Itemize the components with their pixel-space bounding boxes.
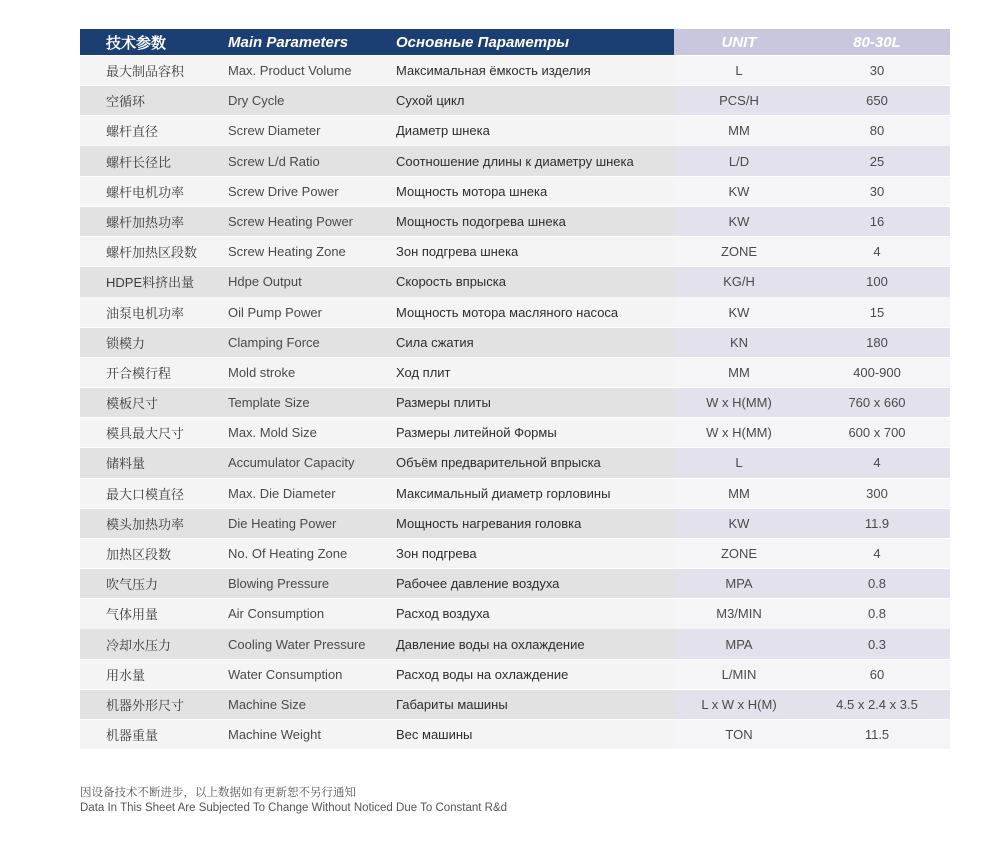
param-ru: Максимальная ёмкость изделия — [396, 56, 674, 85]
param-ru: Габариты машины — [396, 690, 674, 719]
param-cn: 最大制品容积 — [80, 56, 228, 85]
table-row — [80, 660, 950, 689]
param-value: 300 — [804, 479, 950, 508]
param-en: Max. Product Volume — [228, 56, 396, 85]
param-cn: 螺杆长径比 — [80, 146, 228, 175]
param-en: Dry Cycle — [228, 86, 396, 115]
param-value: 0.8 — [804, 569, 950, 598]
param-ru: Мощность мотора масляного насоса — [396, 297, 674, 326]
param-value: 15 — [804, 297, 950, 326]
param-en: Water Consumption — [228, 660, 396, 689]
header-unit: UNIT — [721, 33, 757, 51]
table-row — [80, 297, 950, 326]
param-unit: L — [674, 448, 804, 477]
table-row — [80, 569, 950, 598]
footer-note — [80, 786, 507, 816]
table-row — [80, 328, 950, 357]
param-value: 600 x 700 — [804, 418, 950, 447]
param-ru: Зон подгрева — [396, 539, 674, 568]
param-cn: 气体用量 — [80, 599, 228, 628]
param-unit: MM — [674, 479, 804, 508]
param-cn: 机器重量 — [80, 720, 228, 749]
param-unit: L — [674, 56, 804, 85]
param-cn: 吹气压力 — [80, 569, 228, 598]
param-cn: 储料量 — [80, 448, 228, 477]
param-en: Template Size — [228, 388, 396, 417]
param-en: Max. Die Diameter — [228, 479, 396, 508]
param-en: Oil Pump Power — [228, 297, 396, 326]
param-en: Cooling Water Pressure — [228, 629, 396, 658]
parameters-table — [80, 29, 950, 749]
param-cn: 螺杆直径 — [80, 116, 228, 145]
param-en: Max. Mold Size — [228, 418, 396, 447]
param-en: Machine Size — [228, 690, 396, 719]
param-unit: TON — [674, 720, 804, 749]
param-cn: 螺杆加热功率 — [80, 207, 228, 236]
param-unit: ZONE — [674, 237, 804, 266]
param-value: 4 — [804, 539, 950, 568]
param-unit: KN — [674, 328, 804, 357]
param-value: 4 — [804, 237, 950, 266]
header-model: 80-30L — [853, 33, 901, 51]
header-en: Main Parameters — [228, 33, 349, 51]
param-cn: 模板尺寸 — [80, 388, 228, 417]
param-en: No. Of Heating Zone — [228, 539, 396, 568]
param-en: Screw L/d Ratio — [228, 146, 396, 175]
param-cn: 开合模行程 — [80, 358, 228, 387]
table-row — [80, 479, 950, 508]
table-row — [80, 267, 950, 296]
table-header — [80, 29, 950, 55]
param-unit: M3/MIN — [674, 599, 804, 628]
param-value: 30 — [804, 177, 950, 206]
param-cn: 锁模力 — [80, 328, 228, 357]
param-cn: 模具最大尺寸 — [80, 418, 228, 447]
param-ru: Сухой цикл — [396, 86, 674, 115]
table-body — [80, 56, 950, 749]
param-unit: KW — [674, 297, 804, 326]
table-row — [80, 690, 950, 719]
param-value: 25 — [804, 146, 950, 175]
param-value: 4 — [804, 448, 950, 477]
table-row — [80, 629, 950, 658]
table-row — [80, 720, 950, 749]
param-unit: KW — [674, 509, 804, 538]
table-row — [80, 56, 950, 85]
table-row — [80, 146, 950, 175]
param-value: 0.3 — [804, 629, 950, 658]
param-ru: Мощность подогрева шнека — [396, 207, 674, 236]
table-row — [80, 237, 950, 266]
table-row — [80, 448, 950, 477]
param-value: 0.8 — [804, 599, 950, 628]
param-cn: 螺杆电机功率 — [80, 177, 228, 206]
param-en: Clamping Force — [228, 328, 396, 357]
footer-note-en: Data In This Sheet Are Subjected To Change Without Noticed Due To Constant R&d — [80, 802, 508, 814]
param-ru: Ход плит — [396, 358, 674, 387]
table-row — [80, 599, 950, 628]
param-cn: 加热区段数 — [80, 539, 228, 568]
param-cn: 油泵电机功率 — [80, 297, 228, 326]
param-ru: Расход воздуха — [396, 599, 674, 628]
param-ru: Рабочее давление воздуха — [396, 569, 674, 598]
param-unit: L x W x H(M) — [674, 690, 804, 719]
param-en: Air Consumption — [228, 599, 396, 628]
header-left-block — [80, 29, 674, 55]
param-value: 400-900 — [804, 358, 950, 387]
param-cn: 冷却水压力 — [80, 629, 228, 658]
header-cn: 技术参数 — [106, 34, 167, 52]
param-value: 180 — [804, 328, 950, 357]
param-ru: Сила сжатия — [396, 328, 674, 357]
param-en: Screw Diameter — [228, 116, 396, 145]
param-cn: 机器外形尺寸 — [80, 690, 228, 719]
param-ru: Расход воды на охлаждение — [396, 660, 674, 689]
table-row — [80, 207, 950, 236]
table-row — [80, 509, 950, 538]
header-ru: Основные Параметры — [396, 33, 570, 51]
param-ru: Давление воды на охлаждение — [396, 629, 674, 658]
param-cn: 最大口模直径 — [80, 479, 228, 508]
param-ru: Размеры плиты — [396, 388, 674, 417]
param-value: 100 — [804, 267, 950, 296]
param-ru: Мощность мотора шнека — [396, 177, 674, 206]
param-en: Accumulator Capacity — [228, 448, 396, 477]
param-value: 30 — [804, 56, 950, 85]
param-cn: HDPE料挤出量 — [80, 267, 228, 296]
param-unit: MPA — [674, 569, 804, 598]
param-value: 760 x 660 — [804, 388, 950, 417]
param-en: Blowing Pressure — [228, 569, 396, 598]
param-ru: Максимальный диаметр горловины — [396, 479, 674, 508]
param-value: 650 — [804, 86, 950, 115]
param-unit: KW — [674, 177, 804, 206]
param-ru: Скорость впрыска — [396, 267, 674, 296]
param-en: Die Heating Power — [228, 509, 396, 538]
table-row — [80, 177, 950, 206]
param-en: Screw Heating Power — [228, 207, 396, 236]
param-en: Hdpe Output — [228, 267, 396, 296]
param-value: 11.5 — [804, 720, 950, 749]
param-en: Screw Heating Zone — [228, 237, 396, 266]
param-value: 80 — [804, 116, 950, 145]
param-cn: 模头加热功率 — [80, 509, 228, 538]
param-unit: ZONE — [674, 539, 804, 568]
param-en: Screw Drive Power — [228, 177, 396, 206]
header-right-block — [674, 29, 950, 55]
param-cn: 空循环 — [80, 86, 228, 115]
param-unit: KG/H — [674, 267, 804, 296]
param-unit: MPA — [674, 629, 804, 658]
param-cn: 螺杆加热区段数 — [80, 237, 228, 266]
table-row — [80, 86, 950, 115]
footer-note-cn: 因设备技术不断进步，以上数据如有更新恕不另行通知 — [80, 787, 356, 799]
param-unit: PCS/H — [674, 86, 804, 115]
table-row — [80, 116, 950, 145]
table-row — [80, 358, 950, 387]
param-ru: Соотношение длины к диаметру шнека — [396, 146, 674, 175]
param-unit: L/MIN — [674, 660, 804, 689]
param-unit: W x H(MM) — [674, 418, 804, 447]
param-ru: Объём предварительной впрыска — [396, 448, 674, 477]
param-unit: KW — [674, 207, 804, 236]
param-en: Mold stroke — [228, 358, 396, 387]
param-ru: Размеры литейной Формы — [396, 418, 674, 447]
param-ru: Мощность нагревания головка — [396, 509, 674, 538]
param-unit: MM — [674, 358, 804, 387]
param-value: 11.9 — [804, 509, 950, 538]
param-unit: W x H(MM) — [674, 388, 804, 417]
table-row — [80, 388, 950, 417]
param-ru: Диаметр шнека — [396, 116, 674, 145]
table-row — [80, 418, 950, 447]
param-en: Machine Weight — [228, 720, 396, 749]
param-value: 60 — [804, 660, 950, 689]
param-unit: L/D — [674, 146, 804, 175]
param-unit: MM — [674, 116, 804, 145]
param-value: 4.5 x 2.4 x 3.5 — [804, 690, 950, 719]
param-value: 16 — [804, 207, 950, 236]
param-ru: Зон подгрева шнека — [396, 237, 674, 266]
param-ru: Вес машины — [396, 720, 674, 749]
table-row — [80, 539, 950, 568]
param-cn: 用水量 — [80, 660, 228, 689]
